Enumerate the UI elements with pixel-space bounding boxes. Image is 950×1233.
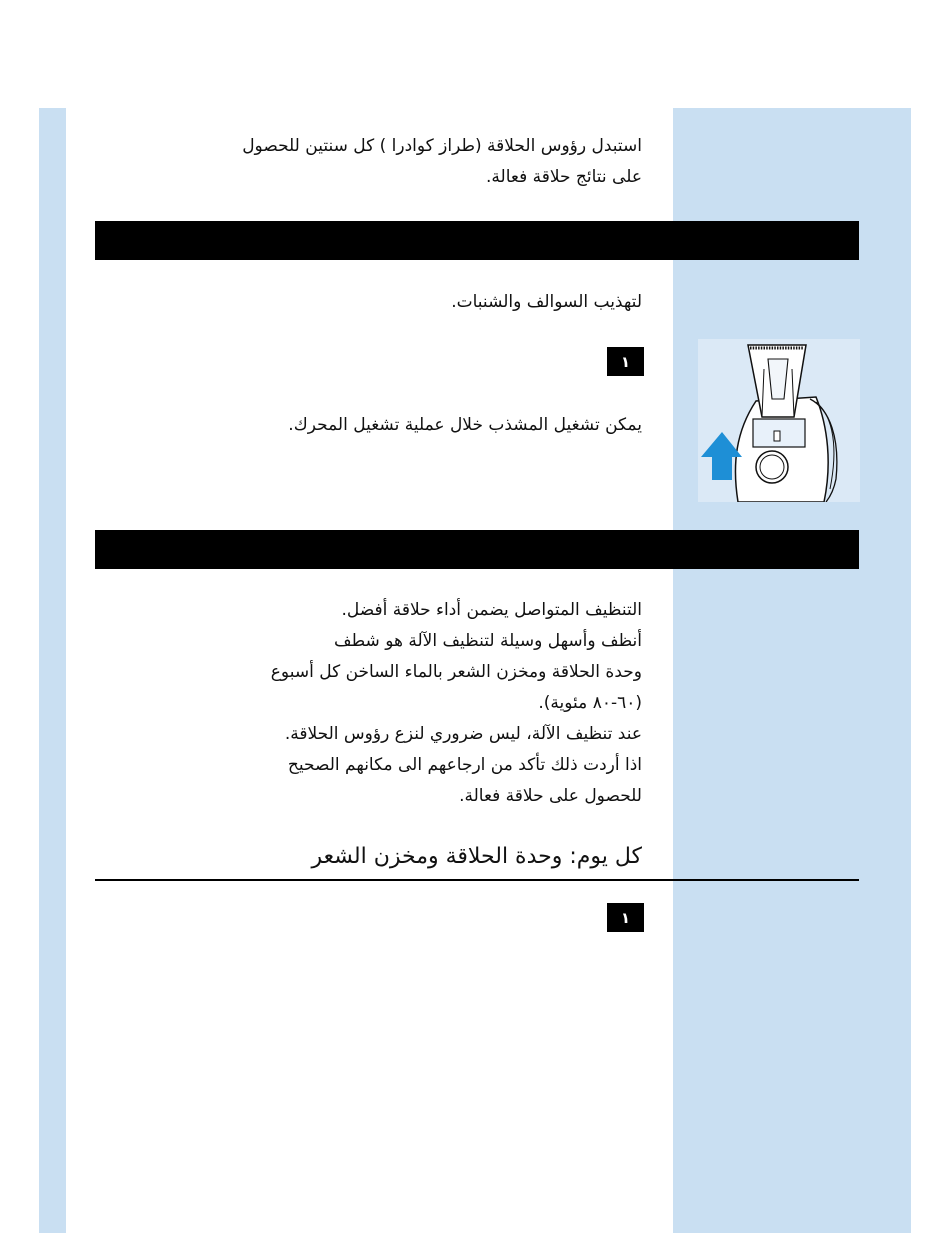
cleaning-line: أنظف وأسهل وسيلة لتنظيف الآلة هو شطف [334,631,642,651]
trimmer-step-text: يمكن تشغيل المشذب خلال عملية تشغيل المحرك. [288,415,642,435]
cleaning-line: اذا أردت ذلك تأكد من ارجاعهم الى مكانهم الصحيح [287,755,642,775]
step-number-badge: ١ [607,347,644,376]
cleaning-line: (٦٠-٨٠ مئوية). [538,693,642,713]
right-illustration-column [673,108,911,1233]
intro-line: على نتائج حلاقة فعالة. [486,167,642,187]
shaver-trimmer-drawing [698,339,860,502]
trimmer-description: لتهذيب السوالف والشنبات. [451,292,642,312]
cleaning-line: عند تنظيف الآلة، ليس ضروري لنزع رؤوس الحلاقة. [284,724,642,744]
trimmer-illustration [698,339,860,502]
cleaning-line: التنظيف المتواصل يضمن أداء حلاقة أفضل. [341,600,642,620]
cleaning-line: وحدة الحلاقة ومخزن الشعر بالماء الساخن كل أسبوع [270,662,642,682]
left-margin-strip [39,108,66,1233]
cleaning-paragraph [271,595,642,812]
section-header-bar-cleaning [95,530,859,569]
section-header-bar-trimmer [95,221,859,260]
subheading-underline [95,879,859,881]
intro-paragraph [242,131,642,193]
intro-line: استبدل رؤوس الحلاقة (طراز كوادرا ) كل سنتين للحصول [242,136,642,156]
cleaning-line: للحصول على حلاقة فعالة. [459,786,642,806]
daily-cleaning-subheading: كل يوم: وحدة الحلاقة ومخزن الشعر [311,844,642,869]
step-number-badge: ١ [607,903,644,932]
